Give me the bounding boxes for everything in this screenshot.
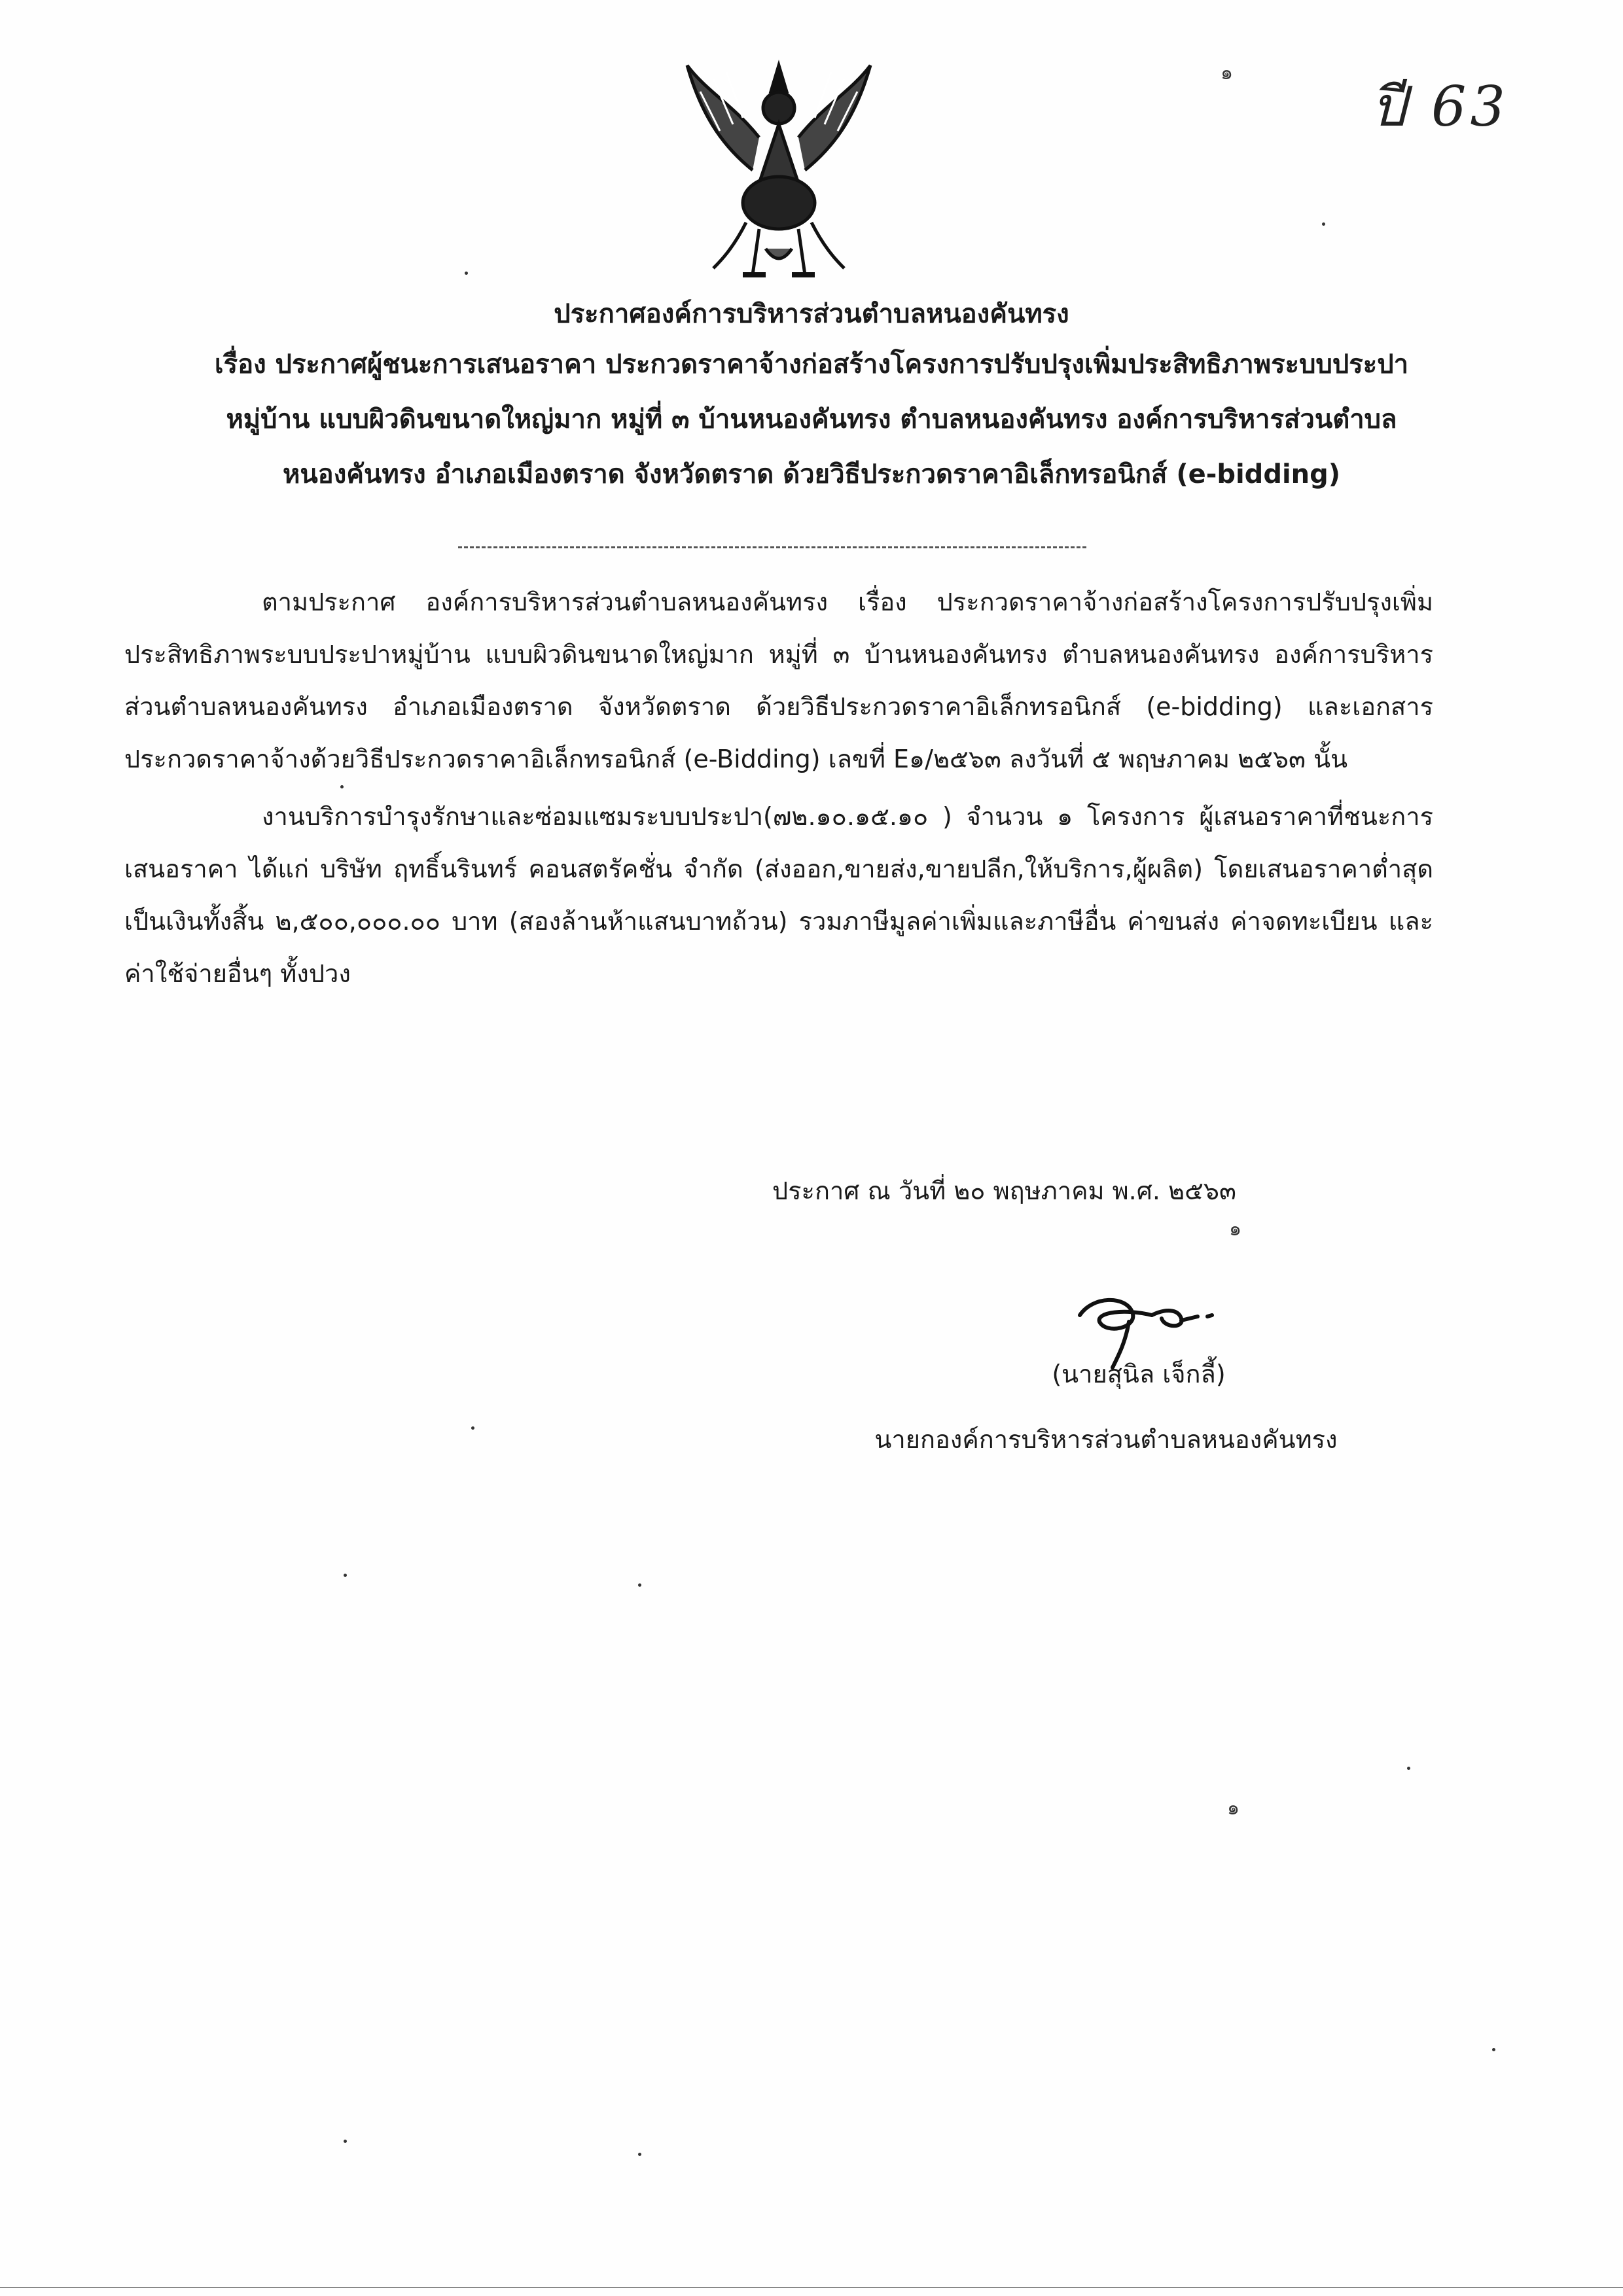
subject-line-1: เรื่อง ประกาศผู้ชนะการเสนอราคา ประกวดราคาจ้างก่อสร้างโครงการปรับปรุงเพิ่มประสิทธิภาพระบบประปา [214,349,1409,380]
signer-name: (นายสุนิล เจ็กลี้) [1052,1360,1226,1388]
scan-speck [638,1583,641,1587]
subject-line-2: หมู่บ้าน แบบผิวดินขนาดใหญ่มาก หมู่ที่ ๓ บ้านหนองคันทรง ตำบลหนองคันทรง องค์การบริหารส่วนตำบล [226,404,1397,434]
body-paragraph-1: ตามประกาศ องค์การบริหารส่วนตำบลหนองคันทรง เรื่อง ประกวดราคาจ้างก่อสร้างโครงการปรับปรุงเพิ่มประสิทธิภาพระบบประปาหมู่บ้าน แบบผิวดินขนาดใหญ่มาก หมู่ที่ ๓ บ้านหนองคันทรง ตำบลหนองคันทรง องค์การบริหารส่วนตำบลหนองคันทรง อำเภอเมืองตราด จังหวัดตราด ด้วยวิธีประกวดราคาอิเล็กทรอนิกส์ (e-bidding) และเอกสารประกวดราคาจ้างด้วยวิธีประกวดราคาอิเล็กทรอนิกส์ (e-Bidding) เลขที่ E๑/๒๕๖๓ ลงวันที่ ๕ พฤษภาคม ๒๕๖๓ นั้น [124,588,1433,773]
organization-title: ประกาศองค์การบริหารส่วนตำบลหนองคันทรง [554,299,1069,329]
bottom-mark: ๑ [1227,1797,1240,1820]
scan-speck [1492,2048,1495,2051]
scan-speck [465,272,468,275]
scan-speck [1322,222,1325,226]
announcement-date: ประกาศ ณ วันที่ ๒๐ พฤษภาคม พ.ศ. ๒๕๖๓ [772,1176,1236,1205]
separator-line [458,546,1086,548]
announcement-body [124,576,1433,1000]
scan-speck [344,1574,347,1577]
scan-speck [344,2140,347,2143]
scan-speck [638,2153,641,2156]
scan-edge-line [0,2287,1623,2288]
announcement-subject [118,337,1505,502]
handwritten-page-note: ปี 63 [1371,75,1509,139]
garuda-emblem-icon [681,52,877,288]
scan-speck [1407,1767,1410,1770]
date-mark: ๑ [1229,1218,1242,1241]
page-mark: ๑ [1221,62,1234,84]
scan-speck [471,1426,474,1430]
signer-title: นายกองค์การบริหารส่วนตำบลหนองคันทรง [874,1425,1338,1454]
scan-speck [340,785,344,788]
body-paragraph-2: งานบริการบำรุงรักษาและซ่อมแซมระบบประปา(๗๒.๑๐.๑๕.๑๐ ) จำนวน ๑ โครงการ ผู้เสนอราคาที่ชนะการเสนอราคา ได้แก่ บริษัท ฤทธิ์นรินทร์ คอนสตรัคชั่น จำกัด (ส่งออก,ขายส่ง,ขายปลีก,ให้บริการ,ผู้ผลิต) โดยเสนอราคาต่ำสุด เป็นเงินทั้งสิ้น ๒,๕๐๐,๐๐๐.๐๐ บาท (สองล้านห้าแสนบาทถ้วน) รวมภาษีมูลค่าเพิ่มและภาษีอื่น ค่าขนส่ง ค่าจดทะเบียน และค่าใช้จ่ายอื่นๆ ทั้งปวง [124,802,1433,988]
subject-line-3: หนองคันทรง อำเภอเมืองตราด จังหวัดตราด ด้วยวิธีประกวดราคาอิเล็กทรอนิกส์ (e-bidding) [282,459,1341,489]
